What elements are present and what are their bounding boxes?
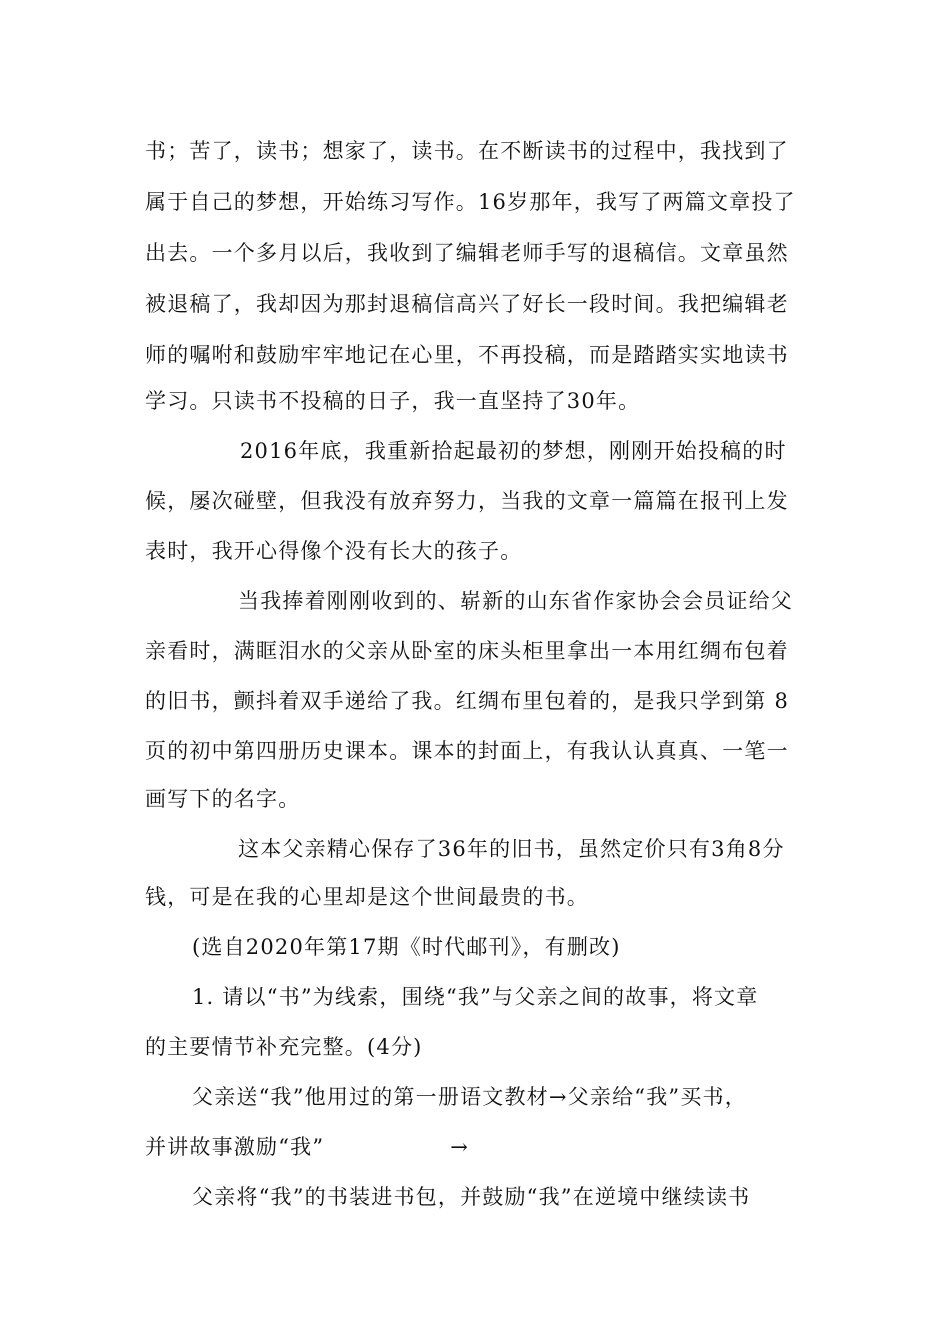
paragraph-line: 当我捧着刚刚收到的、崭新的山东省作家协会会员证给父 [238,589,793,613]
paragraph-line: 亲看时，满眶泪水的父亲从卧室的床头柜里拿出一本用红绸布包着 [145,639,789,663]
paragraph-line: 学习。只读书不投稿的日子，我一直坚持了30年。 [145,389,641,413]
question-text: 的主要情节补充完整。(4分) [145,1035,423,1059]
paragraph-line: 被退稿了，我却因为那封退稿信高兴了好长一段时间。我把编辑老 [145,292,789,316]
paragraph-line: 钱，可是在我的心里却是这个世间最贵的书。 [145,885,589,909]
paragraph-line: 这本父亲精心保存了36年的旧书，虽然定价只有3角8分 [238,837,785,861]
paragraph-line: 页的初中第四册历史课本。课本的封面上，有我认认真真、一笔一 [145,739,789,763]
paragraph-line: 2016年底，我重新拾起最初的梦想，刚刚开始投稿的时 [240,439,787,463]
source-citation: (选自2020年第17期《时代邮刊》，有删改) [192,935,621,959]
paragraph-line: 书；苦了，读书；想家了，读书。在不断读书的过程中，我找到了 [145,139,789,163]
answer-line: 并讲故事激励“我” → [145,1135,470,1159]
paragraph-line: 画写下的名字。 [145,787,301,811]
paragraph-line: 候，屡次碰壁，但我没有放弃努力，当我的文章一篇篇在报刊上发 [145,489,789,513]
paragraph-line: 出去。一个多月以后，我收到了编辑老师手写的退稿信。文章虽然 [145,241,789,265]
answer-line: 父亲送“我”他用过的第一册语文教材→父亲给“我”买书， [192,1085,747,1109]
paragraph-line: 属于自己的梦想，开始练习写作。16岁那年，我写了两篇文章投了 [145,190,796,214]
answer-line: 父亲将“我”的书装进书包，并鼓励“我”在逆境中继续读书 [192,1185,751,1209]
paragraph-line: 师的嘱咐和鼓励牢牢地记在心里，不再投稿，而是踏踏实实地读书 [145,343,789,367]
paragraph-line: 表时，我开心得像个没有长大的孩子。 [145,539,523,563]
paragraph-line: 的旧书，颤抖着双手递给了我。红绸布里包着的，是我只学到第 8 [145,689,790,713]
question-text: 1. 请以“书”为线索，围绕“我”与父亲之间的故事，将文章 [192,985,759,1009]
